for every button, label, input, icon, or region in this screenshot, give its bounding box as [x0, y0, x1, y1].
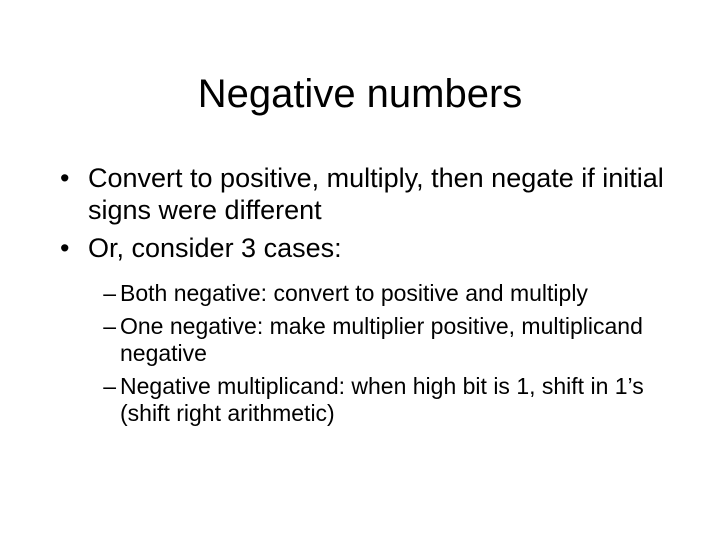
bullet-text: Or, consider 3 cases:: [88, 233, 342, 263]
subbullet-item: [62, 280, 694, 307]
bullet-item: [54, 162, 694, 226]
subbullet-marker: –: [103, 313, 116, 339]
subbullet-list: [54, 280, 694, 427]
subbullet-item: [62, 373, 694, 427]
bullet-item: [54, 232, 694, 264]
bullet-marker: •: [60, 163, 70, 193]
subbullet-marker: –: [103, 280, 116, 306]
subbullet-text: Negative multiplicand: when high bit is 1, shift in 1’s (shift right arithmetic): [120, 373, 644, 426]
subbullet-text: Both negative: convert to positive and multiply: [120, 280, 588, 306]
bullet-marker: •: [60, 233, 70, 263]
bullet-text: Convert to positive, multiply, then negate if initial signs were different: [88, 163, 664, 225]
subbullet-item: [62, 313, 694, 367]
subbullet-marker: –: [103, 373, 116, 399]
subbullet-text: One negative: make multiplier positive, multiplicand negative: [120, 313, 643, 366]
bullet-list: [54, 162, 694, 433]
slide-title: Negative numbers: [197, 72, 523, 116]
